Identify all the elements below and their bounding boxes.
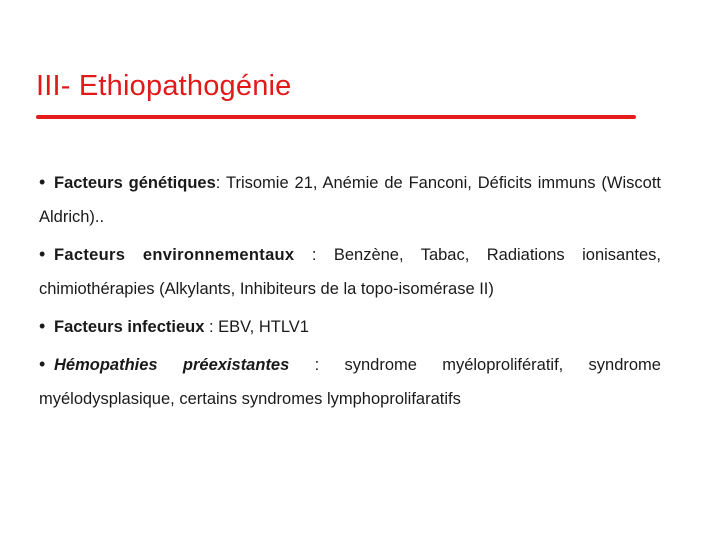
item-label: Facteurs infectieux <box>54 318 205 336</box>
list-item-environmental-factors <box>39 237 661 306</box>
list-item-infectious-factors <box>39 309 661 344</box>
bullet-icon: • <box>39 354 46 374</box>
item-text: EBV, HTLV1 <box>218 318 309 336</box>
title-underline <box>36 115 636 119</box>
slide-title: III- Ethiopathogénie <box>36 70 292 102</box>
bullet-icon: • <box>39 316 46 336</box>
item-text: Benzène, Tabac, Radiations ionisantes, chimiothérapies (Alkylants, Inhibiteurs de la topo-isomérase II) <box>39 246 661 298</box>
item-label: Hémopathies préexistantes <box>54 356 290 374</box>
bullet-list <box>39 165 661 416</box>
item-separator: : <box>215 174 221 192</box>
item-separator: : <box>294 246 317 264</box>
item-label: Facteurs génétiques <box>54 174 216 192</box>
item-text: Trisomie 21, Anémie de Fanconi, Déficits immuns (Wiscott Aldrich).. <box>39 174 661 226</box>
item-separator: : <box>204 318 214 336</box>
bullet-icon: • <box>39 172 46 192</box>
bullet-icon: • <box>39 244 46 264</box>
item-text: syndrome myéloprolifératif, syndrome myélodysplasique, certains syndromes lymphoprolifaratifs <box>39 356 661 408</box>
item-label: Facteurs environnementaux <box>54 246 295 264</box>
item-separator: : <box>289 356 320 374</box>
list-item-genetic-factors <box>39 165 661 234</box>
list-item-preexisting-hemopathies <box>39 347 661 416</box>
